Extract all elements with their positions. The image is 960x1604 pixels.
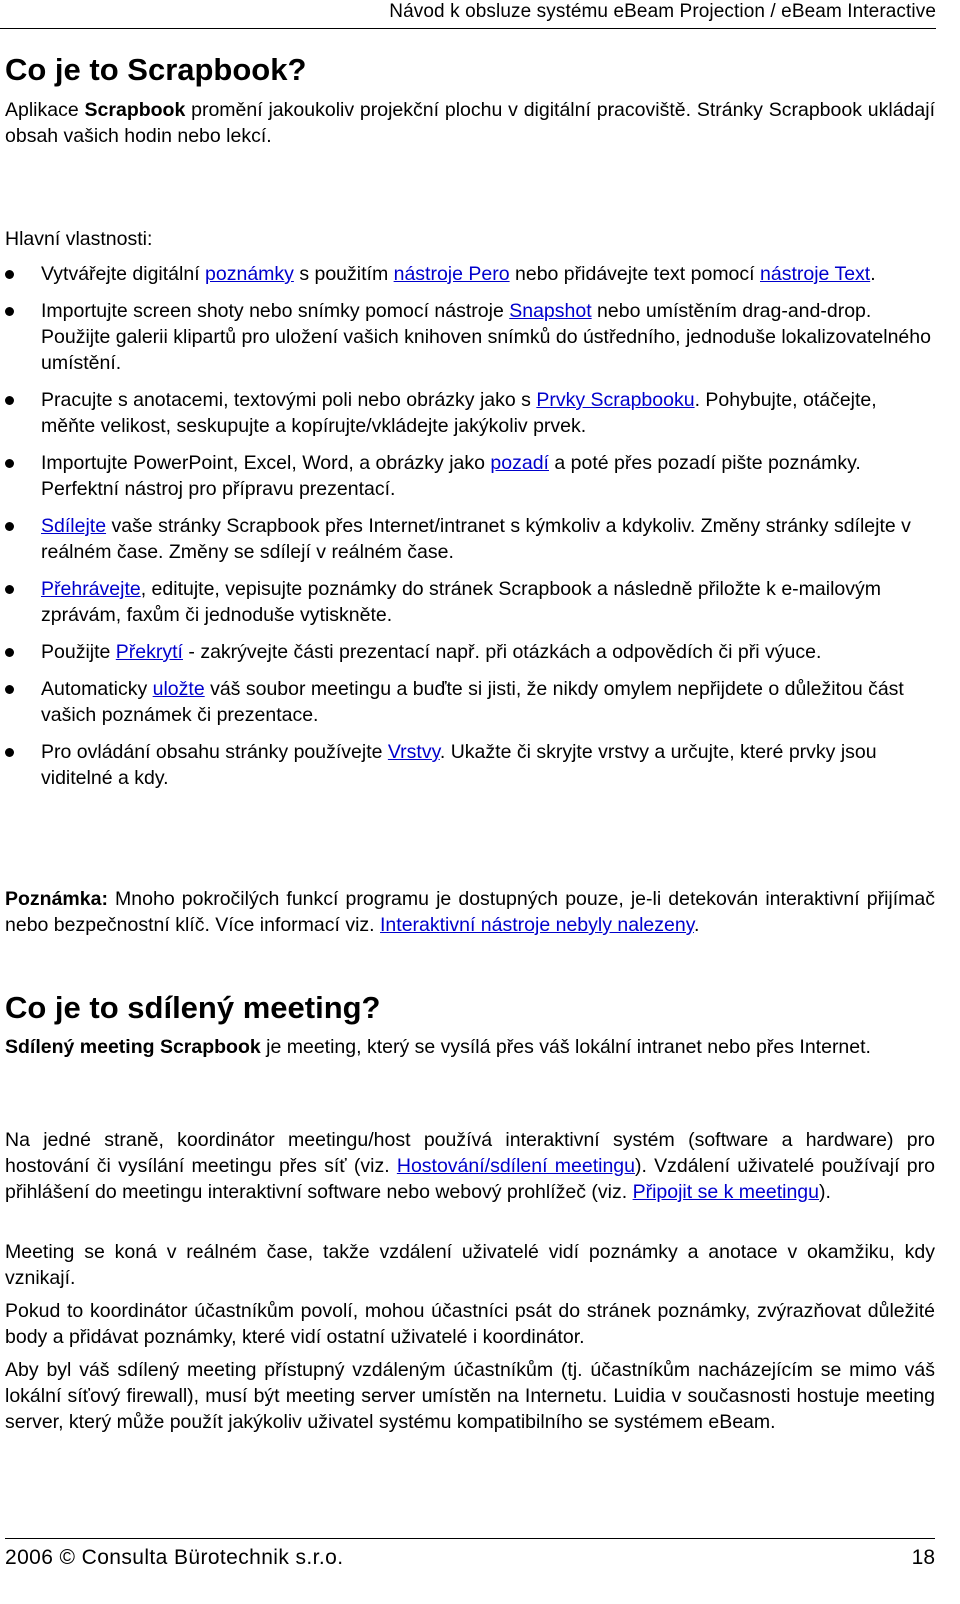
list-item: Pro ovládání obsahu stránky používejte Vrstvy. Ukažte či skryjte vrstvy a určujte, které prvky jsou viditelné a kdy. (5, 739, 935, 791)
list-item: Vytvářejte digitální poznámky s použitím nástroje Pero nebo přidávejte text pomocí nástroje Text. (5, 261, 935, 287)
link-interaktivni-nastroje[interactable]: Interaktivní nástroje nebyly nalezeny (380, 914, 694, 936)
intro-paragraph: Aplikace Scrapbook promění jakoukoliv projekční plochu v digitální pracoviště. Stránky Scrapbook ukládají obsah vašich hodin nebo lekcí. (5, 99, 935, 147)
link-prehravejte[interactable]: Přehrávejte (41, 578, 141, 600)
bullet-icon (5, 522, 14, 531)
list-item: Importujte screen shoty nebo snímky pomocí nástroje Snapshot nebo umístěním drag-and-drop. Použijte galerii klipartů pro uložení vašich knihoven snímků do ústředního, jednoduše lokalizovatelného umístění. (5, 298, 935, 376)
link-hostovani-meetingu[interactable]: Hostování/sdílení meetingu (396, 1155, 635, 1177)
page-header (0, 0, 936, 29)
list-item: Automaticky uložte váš soubor meetingu a buďte si jisti, že nikdy omylem nepřijdete o důležitou část vašich poznámek či prezentace. (5, 676, 935, 728)
features-label: Hlavní vlastnosti: (5, 228, 153, 250)
realtime-paragraph: Meeting se koná v reálném čase, takže vzdálení uživatelé vidí poznámky a anotace v okamžiku, kdy vznikají. (5, 1241, 935, 1289)
bullet-icon (5, 396, 14, 405)
link-ulozte[interactable]: uložte (152, 678, 205, 700)
server-paragraph: Aby byl váš sdílený meeting přístupný vzdáleným účastníkům (tj. účastníkům nacházejícím se mimo váš lokální síťový firewall), musí být meeting server umístěn na Internetu. Luidia v současnosti hostuje meeting server, který může použít jakýkoliv uživatel systému kompatibilního se systémem eBeam. (5, 1359, 935, 1433)
section-heading-shared-meeting: Co je to sdílený meeting? (5, 990, 381, 1025)
bullet-icon (5, 270, 14, 279)
link-snapshot[interactable]: Snapshot (509, 300, 592, 322)
link-prvky-scrapbooku[interactable]: Prvky Scrapbooku (536, 389, 695, 411)
bullet-icon (5, 685, 14, 694)
list-item: Použijte Překrytí - zakrývejte části prezentací např. při otázkách a odpovědích či při výuce. (5, 639, 935, 665)
link-prekryti[interactable]: Překrytí (115, 641, 183, 663)
coordinator-paragraph: Na jedné straně, koordinátor meetingu/host používá interaktivní systém (software a hardware) pro hostování či vysílání meetingu přes síť (viz. Hostování/sdílení meetingu). Vzdálení uživatelé používají pro přihlášení do meetingu interaktivní software nebo webový prohlížeč (viz. Připojit se k meetingu). (5, 1129, 935, 1203)
link-vrstvy[interactable]: Vrstvy (387, 741, 440, 763)
list-item: Importujte PowerPoint, Excel, Word, a obrázky jako pozadí a poté přes pozadí pište poznámky. Perfektní nástroj pro přípravu prezentací. (5, 450, 935, 502)
bullet-icon (5, 648, 14, 657)
link-nastroje-pero[interactable]: nástroje Pero (393, 263, 510, 285)
bullet-icon (5, 459, 14, 468)
list-item: Sdílejte vaše stránky Scrapbook přes Internet/intranet s kýmkoliv a kdykoliv. Změny stránky sdílejte v reálném čase. Změny se sdílejí v reálném čase. (5, 513, 935, 565)
link-poznamky[interactable]: poznámky (205, 263, 294, 285)
page-footer (5, 1538, 935, 1579)
link-sdilejte[interactable]: Sdílejte (41, 515, 107, 537)
section-heading-scrapbook: Co je to Scrapbook? (5, 52, 307, 87)
note-paragraph: Poznámka: Mnoho pokročilých funkcí programu je dostupných pouze, je-li detekován interaktivní přijímač nebo bezpečnostní klíč. Více informací viz. Interaktivní nástroje nebyly nalezeny. (5, 888, 935, 936)
bullet-icon (5, 307, 14, 316)
list-item: Přehrávejte, editujte, vepisujte poznámky do stránek Scrapbook a následně přiložte k e-mailovým zprávám, faxům či jednoduše vytiskněte. (5, 576, 935, 628)
link-pozadi[interactable]: pozadí (490, 452, 549, 474)
shared-meeting-definition: Sdílený meeting Scrapbook je meeting, který se vysílá přes váš lokální intranet nebo přes Internet. (5, 1036, 871, 1058)
header-title: Návod k obsluze systému eBeam Projection / eBeam Interactive (389, 1, 936, 22)
page-number: 18 (911, 1546, 935, 1569)
permissions-paragraph: Pokud to koordinátor účastníkům povolí, mohou účastníci psát do stránek poznámky, zvýrazňovat důležité body a přidávat poznámky, které vidí ostatní uživatelé i koordinátor. (5, 1300, 935, 1348)
bullet-icon (5, 585, 14, 594)
link-pripojit-se[interactable]: Připojit se k meetingu (632, 1181, 819, 1203)
features-list (5, 261, 935, 802)
list-item: Pracujte s anotacemi, textovými poli nebo obrázky jako s Prvky Scrapbooku. Pohybujte, otáčejte, měňte velikost, seskupujte a kopírujte/vkládejte jakýkoliv prvek. (5, 387, 935, 439)
link-nastroje-text[interactable]: nástroje Text (760, 263, 871, 285)
bullet-icon (5, 748, 14, 757)
footer-copyright: 2006 © Consulta Bürotechnik s.r.o. (5, 1546, 344, 1569)
